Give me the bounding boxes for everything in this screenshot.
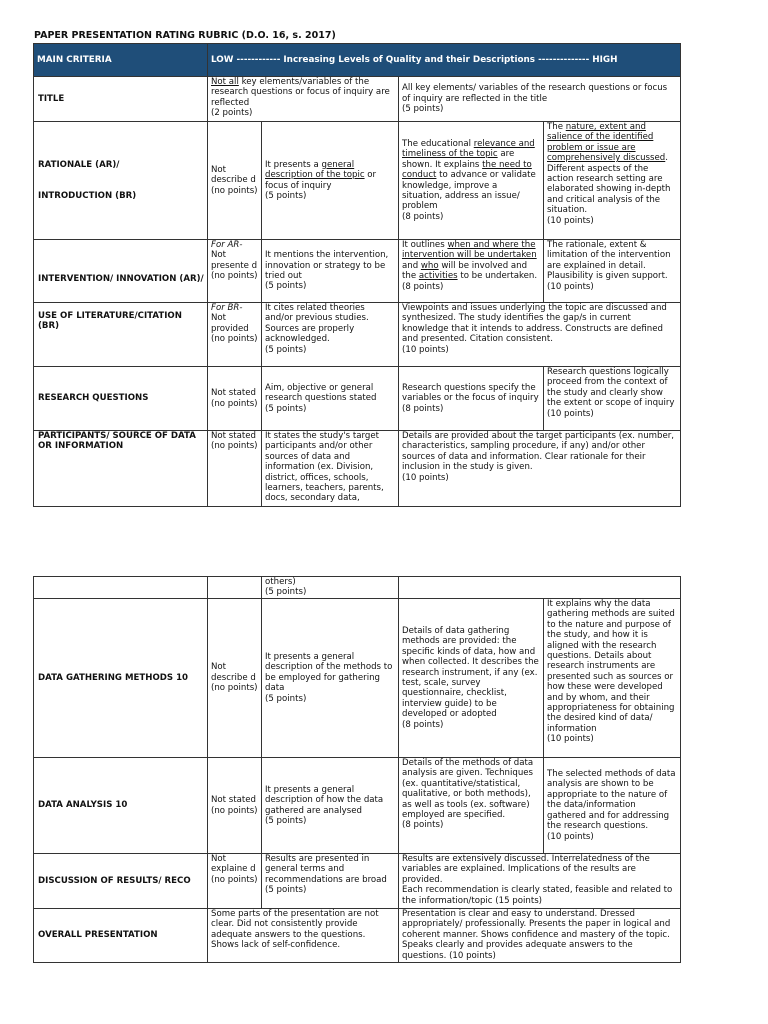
intervention-c3-d: to be undertaken. xyxy=(457,271,538,282)
intervention-c2-points: (5 points) xyxy=(265,281,307,292)
intervention-c3-u3: activities xyxy=(418,271,458,282)
rationale-c4-b: . Different aspects of the action research setting are elaborated showing in-depth and critical analysis of the situation. xyxy=(547,153,671,216)
rationale-c3-a: The educational xyxy=(402,138,474,149)
title-high-text: All key elements/ variables of the research questions or focus of inquiry are reflected in the title xyxy=(402,83,668,104)
rationale-c3-c: to advance or validate knowledge, improve a situation, address an issue/ problem xyxy=(402,170,536,212)
analysis-c3-points: (8 points) xyxy=(402,820,444,831)
intervention-c3-b: and xyxy=(402,260,421,271)
rationale-c2-a: It presents a xyxy=(265,159,322,170)
analysis-c4 xyxy=(544,758,681,854)
discussion-c2-points: (5 points) xyxy=(265,885,307,896)
overall-high: Presentation is clear and easy to understand. Dressed appropriately/ professionally. Presents the paper in logical and coherent manner. Shows confidence and mastery of the topic. Speaks clearly and provides adequate answers to the questions. (10 points) xyxy=(399,909,681,963)
intervention-c1-text: Not presente d (no points) xyxy=(211,250,258,282)
research-c1: Not stated (no points) xyxy=(208,367,262,431)
row-title xyxy=(34,77,681,122)
research-c3-text: Research questions specify the variables or the focus of inquiry xyxy=(402,382,539,404)
criterion-rationale-line2: INTRODUCTION (BR) xyxy=(38,191,137,201)
rationale-c2 xyxy=(262,122,399,240)
gathering-c2-text: It presents a general description of the methods to be employed for gathering data xyxy=(265,651,393,694)
intervention-c1 xyxy=(208,240,262,303)
row-data-gathering xyxy=(34,599,681,758)
rationale-c2-u: general description of the topic xyxy=(265,159,365,181)
gathering-c3-points: (8 points) xyxy=(402,719,444,730)
analysis-c3 xyxy=(399,758,544,854)
rationale-c2-b: or focus of inquiry xyxy=(265,170,377,191)
participants-cont-text: others) xyxy=(265,577,296,587)
literature-high-points: (10 points) xyxy=(402,344,449,355)
rationale-c1: Not describe d (no points) xyxy=(208,122,262,240)
row-data-analysis xyxy=(34,758,681,854)
research-c2-points: (5 points) xyxy=(265,403,307,414)
research-c4 xyxy=(544,367,681,431)
participants-cont-criterion xyxy=(34,577,208,599)
participants-cont-high xyxy=(399,577,681,599)
literature-high-text: Viewpoints and issues underlying the topic are discussed and synthesized. The study identifies the gap/s in current knowledge that it intends to address. Constructs are defined and presented. Citation consistent. xyxy=(402,303,667,345)
analysis-c4-text: The selected methods of data analysis are shown to be appropriate to the nature of the data/information gathered and for addressing the research questions. xyxy=(547,769,676,832)
participants-cont-c1 xyxy=(208,577,262,599)
gathering-c4-text: It explains why the data gathering methods are suited to the nature and purpose of the study, and how it is aligned with the research questions. Details about research instruments are presented such as sources or how these were developed and by whom, and their appropriateness for obtaining the desired kind of data/ information xyxy=(547,599,675,734)
row-rationale xyxy=(34,122,681,240)
research-c4-points: (10 points) xyxy=(547,408,594,419)
title-low-points: (2 points) xyxy=(211,108,253,119)
header-row xyxy=(34,44,681,77)
discussion-c2-text: Results are presented in general terms and recommendations are broad xyxy=(265,854,387,885)
literature-c1 xyxy=(208,303,262,367)
title-low xyxy=(208,77,399,122)
criterion-overall: OVERALL PRESENTATION xyxy=(34,909,208,963)
intervention-c3-u1: when and where the intervention will be undertaken xyxy=(402,240,537,261)
intervention-c4-points: (10 points) xyxy=(547,281,594,292)
literature-c2 xyxy=(262,303,399,367)
gathering-c1: Not describe d (no points) xyxy=(208,599,262,758)
rationale-c4-u: nature, extent and salience of the identified problem or issue are comprehensively discussed xyxy=(547,122,666,164)
rationale-c3-b: are shown. It explains xyxy=(402,149,515,170)
header-levels: LOW ------------ Increasing Levels of Quality and their Descriptions -------------- HIGH xyxy=(208,44,681,77)
rubric-table-page-1 xyxy=(33,43,681,507)
criterion-rationale-line1: RATIONALE (AR)/ xyxy=(38,159,120,170)
participants-c2: It states the study's target participants and/or other sources of data and information (ex. Division, district, offices, schools, learners, teachers, parents, docs, secondary data, xyxy=(262,431,399,507)
analysis-c2-points: (5 points) xyxy=(265,815,307,826)
rationale-c2-points: (5 points) xyxy=(265,190,307,201)
analysis-c4-points: (10 points) xyxy=(547,831,594,842)
participants-c1: Not stated (no points) xyxy=(208,431,262,507)
participants-high-points: (10 points) xyxy=(402,472,449,483)
gathering-c3 xyxy=(399,599,544,758)
literature-c2-text: It cites related theories and/or previous studies. Sources are properly acknowledged. xyxy=(265,303,369,345)
analysis-c3-text: Details of the methods of data analysis are given. Techniques (ex. quantitative/statistical, qualitative, or both methods), as well as tools (ex. software) employed are specified. xyxy=(402,758,534,821)
criterion-data-analysis: DATA ANALYSIS 10 xyxy=(34,758,208,854)
gathering-c2-points: (5 points) xyxy=(265,693,307,704)
criterion-intervention: INTERVENTION/ INNOVATION (AR)/ xyxy=(34,240,208,303)
discussion-high-text-2: Each recommendation is clearly stated, feasible and related to the information/topic (15 points) xyxy=(402,885,673,906)
intervention-c3 xyxy=(399,240,544,303)
criterion-discussion: DISCUSSION OF RESULTS/ RECO xyxy=(34,854,208,909)
intervention-c3-u2: who xyxy=(420,260,439,271)
rubric-table-page-2 xyxy=(33,576,681,963)
participants-high xyxy=(399,431,681,507)
rationale-c4 xyxy=(544,122,681,240)
research-c4-text: Research questions logically proceed from the context of the study and clearly show the extent or scope of inquiry xyxy=(547,367,675,409)
discussion-high xyxy=(399,854,681,909)
analysis-c2 xyxy=(262,758,399,854)
document-title: PAPER PRESENTATION RATING RUBRIC (D.O. 16, s. 2017) xyxy=(34,30,336,41)
criterion-title: TITLE xyxy=(34,77,208,122)
row-participants xyxy=(34,431,681,507)
row-literature xyxy=(34,303,681,367)
literature-c1-text: Not provided (no points) xyxy=(211,313,258,345)
intervention-c2 xyxy=(262,240,399,303)
intervention-c4 xyxy=(544,240,681,303)
row-participants-continued xyxy=(34,577,681,599)
research-c3-points: (8 points) xyxy=(402,403,444,414)
title-low-text: key elements/variables of the research questions or focus of inquiry are reflected xyxy=(211,77,390,108)
literature-c1-label: For BR- xyxy=(211,303,243,313)
rationale-c3-u2: the need to conduct xyxy=(402,159,532,181)
intervention-c3-a: It outlines xyxy=(402,240,448,250)
discussion-c2 xyxy=(262,854,399,909)
discussion-high-text: Results are extensively discussed. Interrelatedness of the variables are explained. Implications of the results are provided. xyxy=(402,854,650,885)
gathering-c3-text: Details of data gathering methods are provided: the specific kinds of data, how and when collected. It describes the research instrument, if any (ex. test, scale, survey questionnaire, checklist, interview guide) to be developed or adopted xyxy=(402,625,539,720)
title-low-underline: Not all xyxy=(211,77,239,87)
criterion-spacer xyxy=(38,170,204,191)
title-high-points: (5 points) xyxy=(402,104,444,115)
header-main-criteria: MAIN CRITERIA xyxy=(34,44,208,77)
literature-high xyxy=(399,303,681,367)
criterion-data-gathering: DATA GATHERING METHODS 10 xyxy=(34,599,208,758)
participants-cont-points: (5 points) xyxy=(265,587,307,598)
participants-cont-c2 xyxy=(262,577,399,599)
title-high xyxy=(399,77,681,122)
participants-high-text: Details are provided about the target participants (ex. number, characteristics, sampling procedure, if any) and/or other sources of data and information. Clear rationale for their inclusion in the study is given. xyxy=(402,431,675,473)
criterion-participants: PARTICIPANTS/ SOURCE OF DATA OR INFORMATION xyxy=(34,431,208,507)
intervention-c4-text: The rationale, extent & limitation of the intervention are explained in detail. Plausibility is given support. xyxy=(547,240,671,282)
research-c2 xyxy=(262,367,399,431)
intervention-c1-label: For AR- xyxy=(211,240,243,250)
rationale-c3-points: (8 points) xyxy=(402,211,444,222)
intervention-c3-points: (8 points) xyxy=(402,281,444,292)
research-c2-text: Aim, objective or general research questions stated xyxy=(265,382,377,404)
gathering-c4 xyxy=(544,599,681,758)
overall-low: Some parts of the presentation are not clear. Did not consistently provide adequate answers to the questions. Shows lack of self-confidence. xyxy=(208,909,399,963)
row-research-questions xyxy=(34,367,681,431)
rationale-c3-u1: relevance and timeliness of the topic xyxy=(402,138,535,160)
criterion-rationale xyxy=(34,122,208,240)
row-discussion xyxy=(34,854,681,909)
gathering-c4-points: (10 points) xyxy=(547,734,594,745)
intervention-c2-text: It mentions the intervention, innovation or strategy to be tried out xyxy=(265,250,389,281)
row-overall xyxy=(34,909,681,963)
discussion-c1: Not explaine d (no points) xyxy=(208,854,262,909)
rationale-c4-a: The xyxy=(547,122,566,132)
analysis-c1: Not stated (no points) xyxy=(208,758,262,854)
literature-c2-points: (5 points) xyxy=(265,344,307,355)
criterion-literature: USE OF LITERATURE/CITATION (BR) xyxy=(34,303,208,367)
analysis-c2-text: It presents a general description of how the data gathered are analysed xyxy=(265,784,384,816)
rationale-c3 xyxy=(399,122,544,240)
row-intervention xyxy=(34,240,681,303)
intervention-c3-c: will be involved and the xyxy=(402,260,528,282)
gathering-c2 xyxy=(262,599,399,758)
rationale-c4-points: (10 points) xyxy=(547,215,594,226)
research-c3 xyxy=(399,367,544,431)
criterion-research-questions: RESEARCH QUESTIONS xyxy=(34,367,208,431)
